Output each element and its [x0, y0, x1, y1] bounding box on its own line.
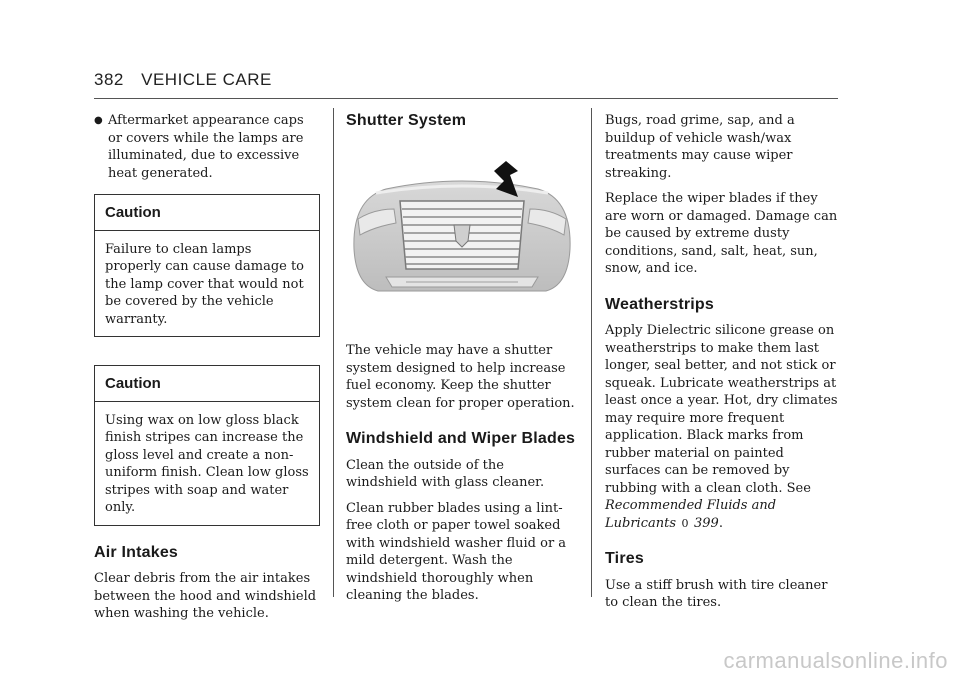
page-number: 382 — [94, 70, 124, 89]
weatherstrips-text-start: Apply Dielectric silicone grease on weatherstrips to make them last longer, seal better, and not stick or squeak. Lubricate weatherstrips at least once a year. Hot, dry climates may require more frequent application. Black marks from rubber material on painted surfaces can be removed by rubbing with a clean cloth. See — [605, 323, 838, 496]
windshield-text-1: Clean the outside of the windshield with glass cleaner. — [346, 457, 545, 490]
column-2 — [346, 112, 578, 613]
caution-box-wax — [94, 365, 320, 526]
reference-page-number[interactable]: 399 — [694, 515, 719, 531]
column-divider-2 — [591, 108, 592, 597]
page-header — [94, 70, 272, 90]
column-divider-1 — [333, 108, 334, 597]
weatherstrips-text — [605, 322, 838, 532]
weatherstrips-text-end: . — [718, 515, 723, 531]
heading-weatherstrips: Weatherstrips — [605, 295, 715, 313]
shutter-system-text: The vehicle may have a shutter system designed to help increase fuel economy. Keep the shutter system clean for proper operation. — [346, 343, 575, 411]
shutter-system-illustration — [346, 159, 578, 309]
heading-tires: Tires — [605, 550, 644, 567]
list-item-text: Aftermarket appearance caps or covers while the lamps are illuminated, due to excessive heat generated. — [108, 113, 304, 181]
windshield-text-2: Clean rubber blades using a lint-free cloth or paper towel soaked with windshield washer fluid or a mild detergent. Wash the windshield thoroughly when cleaning the blades. — [346, 500, 567, 603]
caution-text: Failure to clean lamps properly can cause damage to the lamp cover that would not be covered by the vehicle warranty. — [105, 241, 305, 327]
column-1 — [94, 112, 320, 631]
caution-box-lamps — [94, 194, 320, 337]
heading-air-intakes: Air Intakes — [94, 543, 179, 561]
wiper-replace-text: Replace the wiper blades if they are worn or damaged. Damage can be caused by extreme dusty conditions, sand, salt, heat, sun, snow, and ice. — [605, 191, 838, 276]
tires-text: Use a stiff brush with tire cleaner to clean the tires. — [605, 577, 828, 610]
reference-link-fluids-lubricants[interactable]: Recommended Fluids and Lubricants — [605, 498, 777, 531]
header-rule — [94, 98, 838, 99]
section-title: VEHICLE CARE — [141, 70, 272, 89]
caution-body — [95, 231, 319, 337]
page-reference-arrow-icon: 0 — [678, 516, 692, 530]
caution-text: Using wax on low gloss black finish stripes can increase the gloss level and create a non-uniform finish. Clean low gloss stripes with soap and water only. — [105, 412, 309, 515]
column-3 — [605, 112, 838, 620]
heading-windshield-wiper-blades: Windshield and Wiper Blades — [346, 430, 576, 447]
watermark: carmanualsonline.info — [723, 648, 948, 673]
list-item — [94, 112, 320, 182]
wiper-streaking-text: Bugs, road grime, sap, and a buildup of vehicle wash/wax treatments may cause wiper streaking. — [605, 113, 795, 181]
heading-shutter-system: Shutter System — [346, 112, 467, 129]
caution-title: Caution — [95, 366, 319, 402]
air-intakes-text: Clear debris from the air intakes between the hood and windshield when washing the vehicle. — [94, 571, 317, 621]
bullet-icon: ● — [94, 115, 103, 126]
caution-body — [95, 402, 319, 525]
caution-title: Caution — [95, 195, 319, 231]
